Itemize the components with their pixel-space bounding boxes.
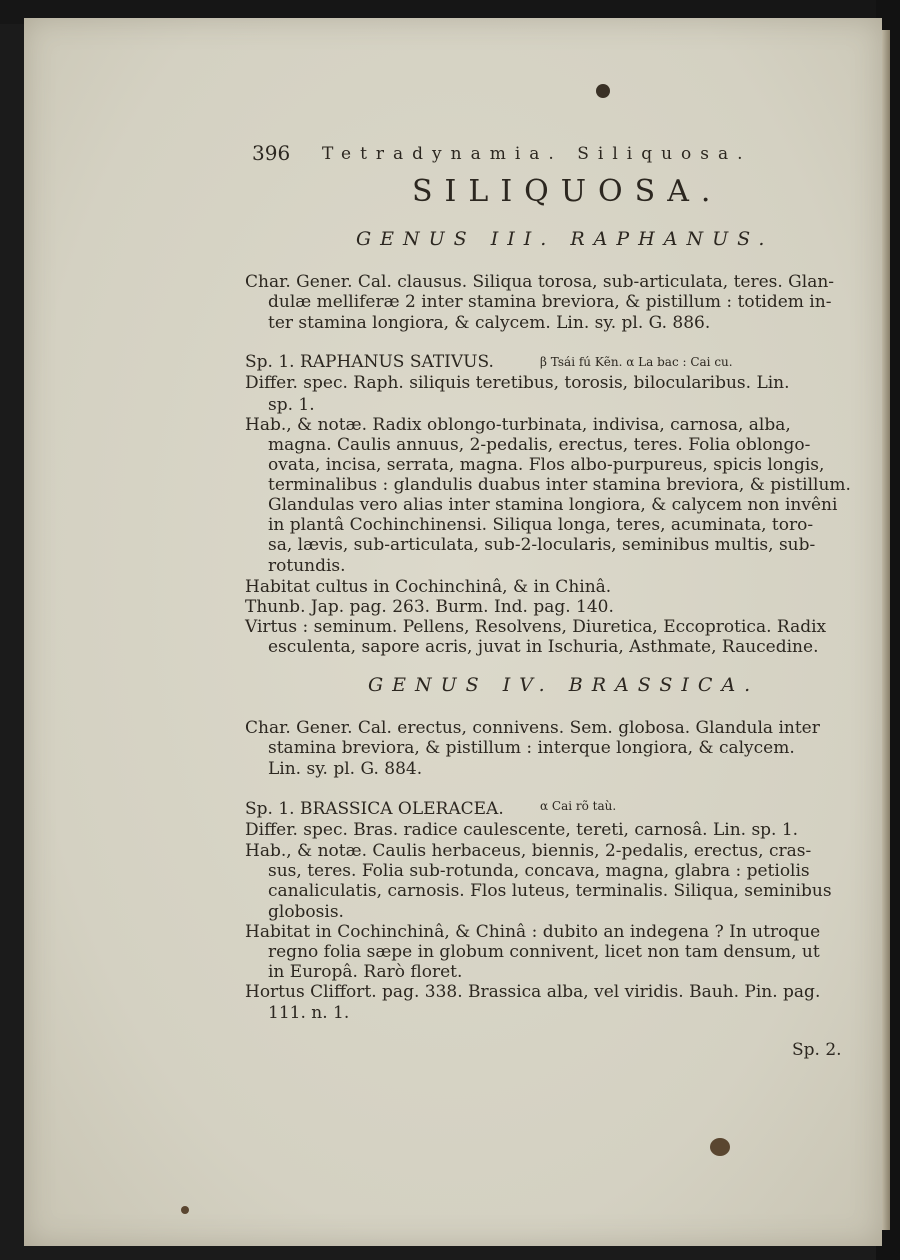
- text-line: esculenta, sapore acris, juvat in Ischuria, Asthmate, Raucedine.: [268, 637, 819, 657]
- text-line: Lin. sy. pl. G. 884.: [268, 759, 423, 779]
- text-line: Habitat cultus in Cochinchinâ, & in Chinâ.: [245, 577, 612, 597]
- text-line: ter stamina longiora, & calycem. Lin. sy. pl. G. 886.: [268, 313, 711, 333]
- text-line: dulæ melliferæ 2 inter stamina breviora, & pistillum : totidem in-: [268, 292, 832, 312]
- text-line: sus, teres. Folia sub-rotunda, concava, magna, glabra : petiolis: [268, 861, 810, 881]
- text-line: Thunb. Jap. pag. 263. Burm. Ind. pag. 140.: [245, 597, 614, 617]
- genus-heading: GENUS III. RAPHANUS.: [356, 228, 774, 250]
- species-line: Sp. 1. BRASSICA OLERACEA.: [245, 799, 504, 819]
- ink-spot: [181, 1206, 189, 1214]
- text-line: stamina breviora, & pistillum : interque longiora, & calycem.: [268, 738, 795, 758]
- ink-spot: [596, 84, 610, 98]
- vernacular-names: α Cai rõ taù.: [540, 799, 617, 813]
- text-line: Char. Gener. Cal. erectus, connivens. Sem. globosa. Glandula inter: [245, 718, 820, 738]
- text-line: Habitat in Cochinchinâ, & Chinâ : dubito an indegena ? In utroque: [245, 922, 821, 942]
- text-line: Differ. spec. Raph. siliquis teretibus, torosis, bilocularibus. Lin.: [245, 373, 790, 393]
- text-line: Glandulas vero alias inter stamina longiora, & calycem non invêni: [268, 495, 838, 515]
- section-title: SILIQUOSA.: [412, 174, 723, 209]
- text-line: canaliculatis, carnosis. Flos luteus, terminalis. Siliqua, seminibus: [268, 881, 832, 901]
- running-title: Tetradynamia. Siliquosa.: [322, 144, 752, 164]
- text-line: 111. n. 1.: [268, 1003, 350, 1023]
- text-line: regno folia sæpe in globum connivent, licet non tam densum, ut: [268, 942, 820, 962]
- text-line: in Europâ. Rarò floret.: [268, 962, 463, 982]
- text-line: Differ. spec. Bras. radice caulescente, tereti, carnosâ. Lin. sp. 1.: [245, 820, 799, 840]
- catchword: Sp. 2.: [792, 1040, 842, 1060]
- ink-spot: [710, 1138, 730, 1156]
- vernacular-names: β Tsái fú Kẽn. α La bac : Cai cu.: [540, 355, 733, 369]
- text-line: magna. Caulis annuus, 2-pedalis, erectus, teres. Folia oblongo-: [268, 435, 811, 455]
- text-line: globosis.: [268, 902, 344, 922]
- species-line: Sp. 1. RAPHANUS SATIVUS.: [245, 352, 494, 372]
- text-line: Char. Gener. Cal. clausus. Siliqua torosa, sub-articulata, teres. Glan-: [245, 272, 835, 292]
- text-line: ovata, incisa, serrata, magna. Flos albo-purpureus, spicis longis,: [268, 455, 825, 475]
- genus-heading: GENUS IV. BRASSICA.: [368, 674, 760, 696]
- text-line: Hortus Cliffort. pag. 338. Brassica alba, vel viridis. Bauh. Pin. pag.: [245, 982, 821, 1002]
- text-line: rotundis.: [268, 556, 346, 576]
- page-number: 396: [252, 141, 291, 165]
- text-line: terminalibus : glandulis duabus inter stamina breviora, & pistillum.: [268, 475, 851, 495]
- text-line: Hab., & notæ. Caulis herbaceus, biennis, 2-pedalis, erectus, cras-: [245, 841, 812, 861]
- text-line: in plantâ Cochinchinensi. Siliqua longa, teres, acuminata, toro-: [268, 515, 814, 535]
- text-line: sp. 1.: [268, 395, 315, 415]
- text-line: Virtus : seminum. Pellens, Resolvens, Diuretica, Eccoprotica. Radix: [245, 617, 827, 637]
- text-line: Hab., & notæ. Radix oblongo-turbinata, indivisa, carnosa, alba,: [245, 415, 791, 435]
- text-line: sa, lævis, sub-articulata, sub-2-locularis, seminibus multis, sub-: [268, 535, 816, 555]
